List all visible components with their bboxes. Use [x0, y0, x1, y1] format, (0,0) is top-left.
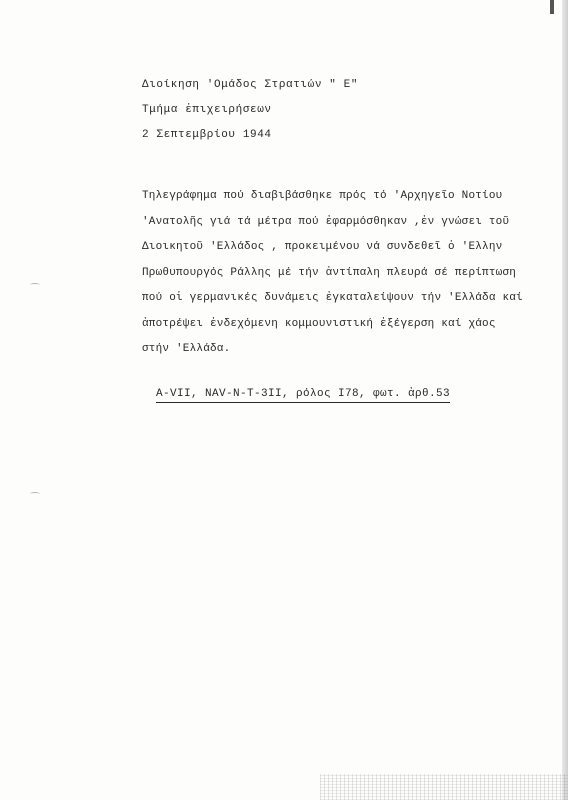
scan-edge	[562, 0, 568, 800]
body-line: 'Ανατολῆς γιά τά μέτρα πού ἐφαρμόσθηκαν ,ἐν γνώσει τοῦ	[142, 215, 510, 228]
scan-corner-mark	[550, 0, 554, 14]
body-line: ἀποτρέψει ἐνδεχόμενη κομμουνιστική ἐξέγερση καί χάος	[142, 317, 496, 330]
punch-hole-mark	[30, 283, 40, 287]
header-line: Τμήμα ἐπιχειρήσεων	[142, 104, 272, 116]
body-line: πού οἱ γερμανικές δυνάμεις ἐγκαταλείψουν τήν 'Ελλάδα καί	[142, 292, 523, 304]
punch-hole-mark	[30, 492, 40, 496]
header-date: 2 Σεπτεμβρίου 1944	[142, 129, 272, 141]
body-line: Διοικητοῦ 'Ελλάδος , προκειμένου νά συνδεθεῖ ὁ 'Ελλην	[142, 241, 503, 253]
scan-noise	[320, 774, 568, 800]
body-line: Πρωθυπουργός Ράλλης μέ τήν ἀντίπαλη πλευρά σέ περίπτωση	[142, 266, 517, 279]
body-line: Τηλεγράφημα πού διαβιβάσθηκε πρός τό 'Αρχηγεῖο Νοτίου	[142, 190, 503, 202]
document-header	[142, 73, 358, 148]
header-line: Διοίκηση 'Ομάδος Στρατιών " Ε"	[142, 79, 359, 91]
body-line: στήν 'Ελλάδα.	[142, 343, 231, 355]
archive-reference: A-VII, NAV-N-T-3II, ρόλος I78, φωτ. ἀρθ.53	[156, 388, 450, 403]
document-body	[142, 184, 552, 363]
